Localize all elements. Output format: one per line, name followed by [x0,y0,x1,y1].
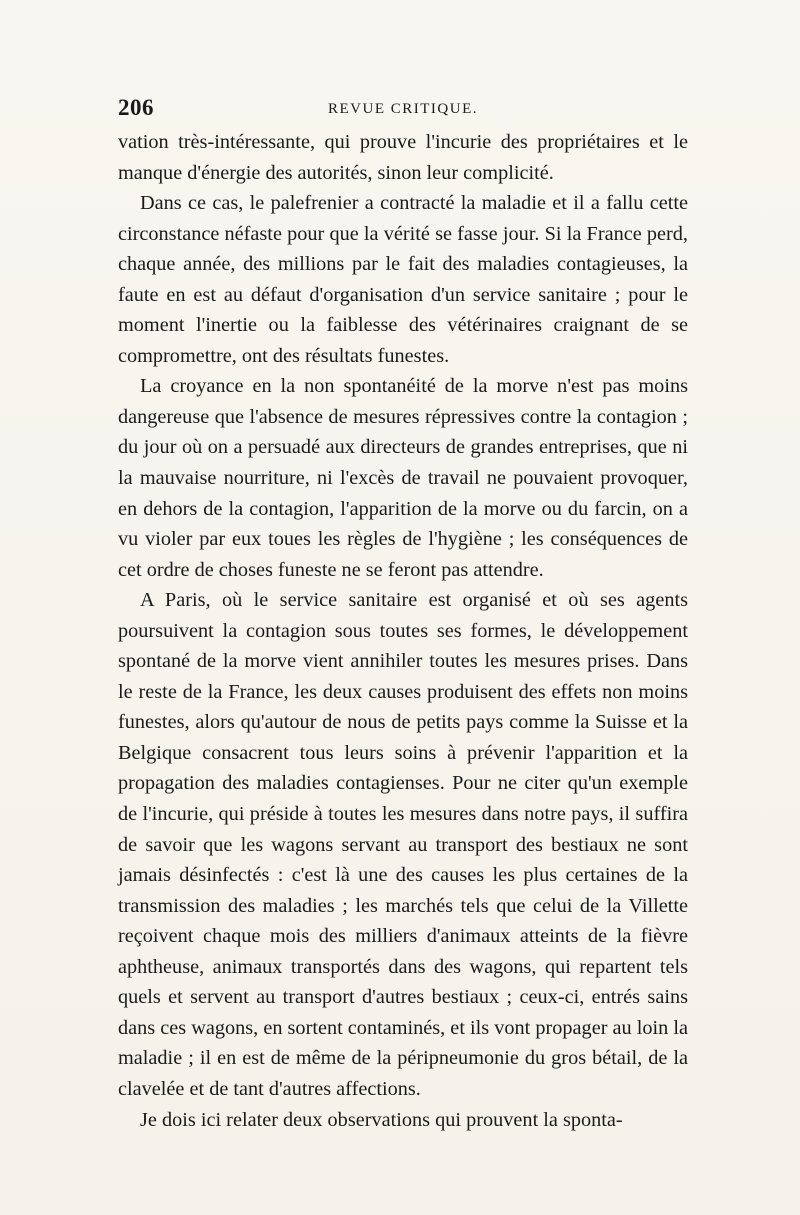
paragraph: La croyance en la non spontanéité de la morve n'est pas moins dangereuse que l'absence de mesures répressives contre la contagion ; du jour où on a persuadé aux directeurs de grandes entreprises, que ni la mauvaise nourriture, ni l'excès de travail ne pouvaient provoquer, en dehors de la contagion, l'apparition de la morve ou du farcin, on a vu violer par eux toues les règles de l'hygiène ; les conséquences de cet ordre de choses funeste ne se feront pas attendre. [118,375,688,581]
paragraph: A Paris, où le service sanitaire est organisé et où ses agents poursuivent la contagion sous toutes ses formes, le développement spontané de la morve vient annihiler toutes les mesures prises. Dans le reste de la France, les deux causes produisent des effets non moins funestes, alors qu'autour de nous de petits pays comme la Suisse et la Belgique consacrent tous leurs soins à prévenir l'apparition et la propagation des maladies contagienses. Pour ne citer qu'un exemple de l'incurie, qui préside à toutes les mesures dans notre pays, il suffira de savoir que les wagons servant au transport des bestiaux ne sont jamais désinfectés : c'est là une des causes les plus certaines de la transmission des maladies ; les marchés tels que celui de la Villette reçoivent chaque mois des milliers d'animaux atteints de la fièvre aphtheuse, animaux transportés dans des wagons, qui repartent tels quels et servent au transport d'autres bestiaux ; ceux-ci, entrés sains dans ces wagons, en sortent contaminés, et ils vont propager au loin la maladie ; il en est de même de la péripneumonie du gros bétail, de la clavelée et de tant d'autres affections. [118,589,688,1100]
paragraph: Dans ce cas, le palefrenier a contracté la maladie et il a fallu cette circonstance néfaste pour que la vérité se fasse jour. Si la France perd, chaque année, des millions par le fait des maladies contagieuses, la faute en est au défaut d'organisation d'un service sanitaire ; pour le moment l'inertie ou la faiblesse des vétérinaires craignant de se compromettre, ont des résultats funestes. [118,192,688,367]
paragraph-continued: vation très-intéressante, qui prouve l'incurie des propriétaires et le manque d'énergie des autorités, sinon leur complicité. [118,131,688,184]
running-title: REVUE CRITIQUE. [328,101,478,117]
page-number: 206 [118,95,154,120]
paragraph-last: Je dois ici relater deux observations qui prouvent la sponta- [140,1108,623,1131]
page-header [118,95,688,125]
page-body [118,127,688,1135]
